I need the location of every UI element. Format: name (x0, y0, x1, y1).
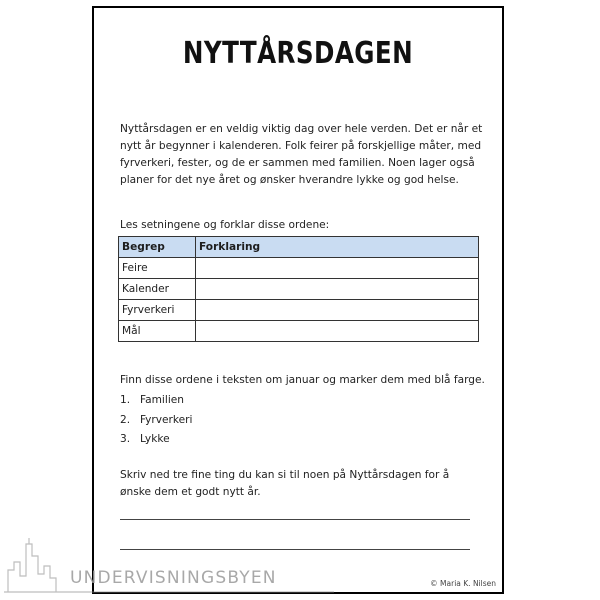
page-title: NYTTÅRSDAGEN (182, 36, 414, 71)
copyright-notice: © Maria K. Nilsen (430, 579, 496, 588)
task3-instruction: Skriv ned tre fine ting du kan si til noen på Nyttårsdagen for å ønske dem et godt nytt år. (120, 469, 450, 498)
header-begrep: Begrep (119, 237, 196, 258)
term-cell: Feire (119, 258, 196, 279)
term-cell: Fyrverkeri (119, 300, 196, 321)
word-list (120, 391, 192, 450)
explanation-cell[interactable] (196, 279, 479, 300)
list-word: Familien (140, 394, 184, 406)
list-item (120, 430, 192, 450)
list-word: Lykke (140, 433, 170, 445)
list-number: 1. (120, 394, 131, 406)
watermark-text: UNDERVISNINGSBYEN (70, 568, 277, 588)
term-cell: Kalender (119, 279, 196, 300)
intro-paragraph: Nyttårsdagen er en veldig viktig dag over hele verden. Det er når et nytt år begynner i kalenderen. Folk feirer på forskjellige måter, med fyrverkeri, fester, og de er sammen med familien. Noen lager også planer for det nye året og ønsker hverandre lykke og god helse. (120, 123, 483, 186)
term-cell: Mål (119, 321, 196, 342)
list-item (120, 411, 192, 431)
task1-instruction: Les setningene og forklar disse ordene: (120, 219, 330, 231)
writing-line-1[interactable] (120, 519, 470, 520)
table-row (119, 300, 479, 321)
table-row (119, 258, 479, 279)
explanation-cell[interactable] (196, 300, 479, 321)
table-header-row (119, 237, 479, 258)
table-row (119, 279, 479, 300)
explanation-cell[interactable] (196, 258, 479, 279)
table-row (119, 321, 479, 342)
terms-table (118, 236, 479, 342)
task2-instruction: Finn disse ordene i teksten om januar og marker dem med blå farge. (120, 374, 485, 386)
header-forklaring: Forklaring (196, 237, 479, 258)
worksheet (92, 6, 504, 594)
list-number: 3. (120, 433, 131, 445)
list-item (120, 391, 192, 411)
explanation-cell[interactable] (196, 321, 479, 342)
list-word: Fyrverkeri (140, 413, 193, 426)
list-number: 2. (120, 413, 131, 426)
